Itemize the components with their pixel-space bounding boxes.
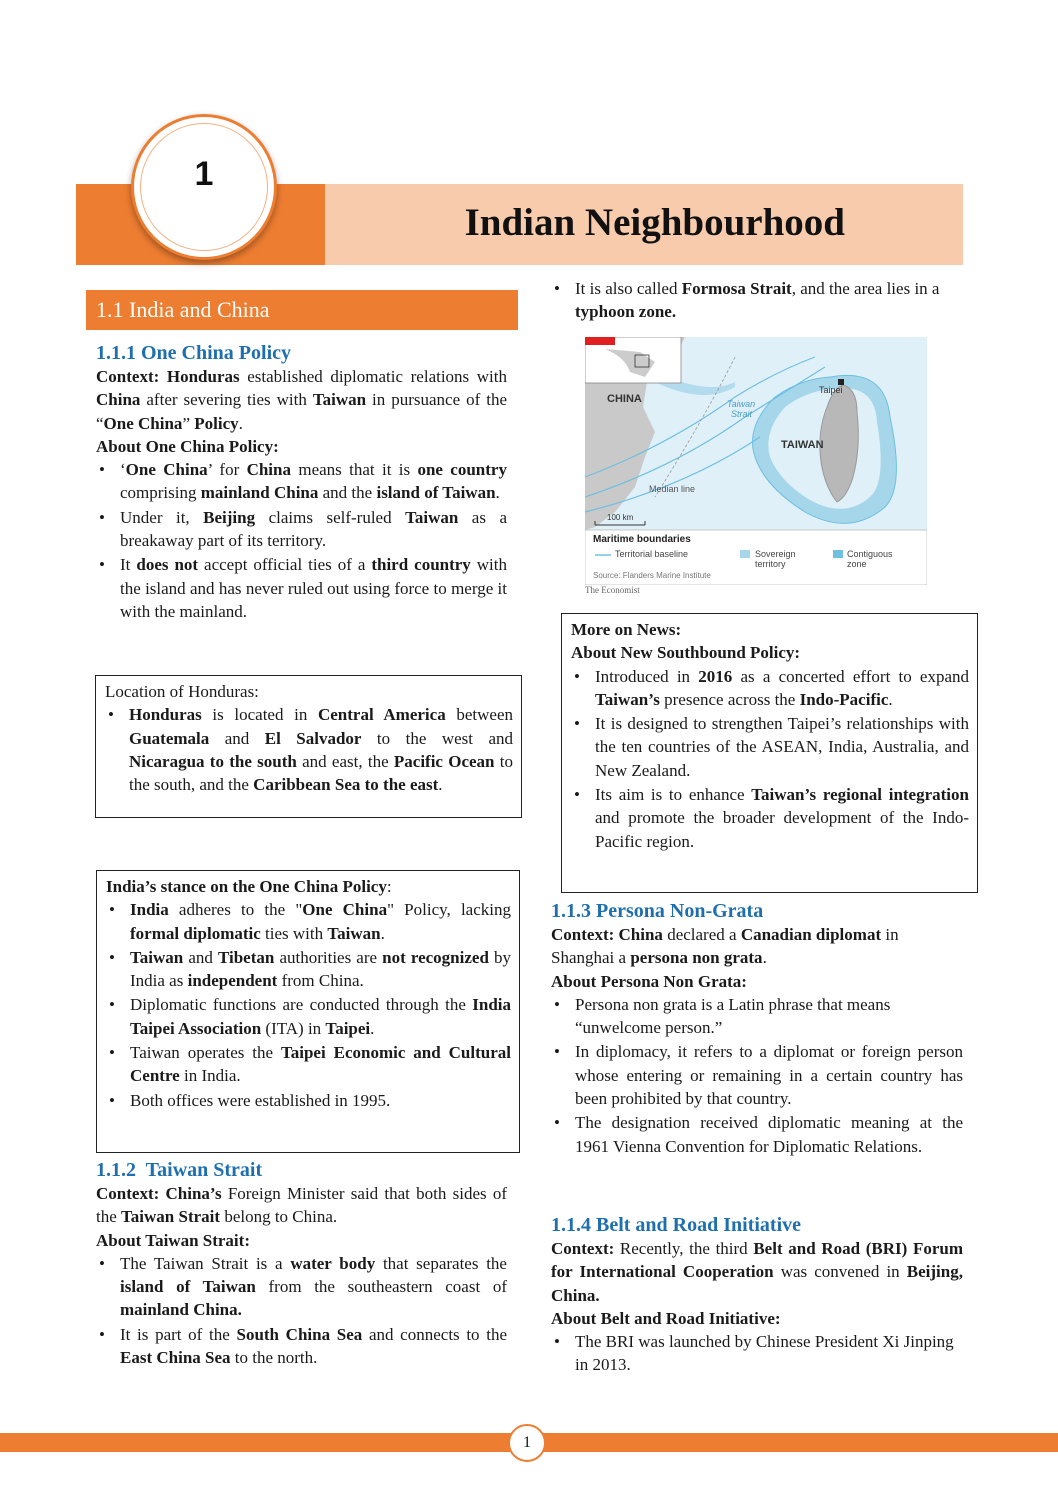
- southbound-title-1: More on News:: [571, 620, 682, 639]
- map-scale-label: 100 km: [607, 513, 634, 522]
- taiwan-strait-map: [585, 337, 927, 595]
- persona-context: Context: China declared a Canadian diplomat in Shanghai a persona non grata.: [551, 925, 899, 968]
- map-legend-baseline: Territorial baseline: [615, 549, 689, 559]
- list-item: • Introduced in 2016 as a concerted effort to expand Taiwan’s presence across the Indo-Pacific.: [571, 665, 969, 712]
- list-item: • The Taiwan Strait is a water body that separates the island of Taiwan from the southeastern coast of mainland China.: [96, 1252, 507, 1322]
- bri-context: Context: Recently, the third Belt and Road (BRI) Forum for International Cooperation was convened in Beijing, China.: [551, 1239, 963, 1305]
- map-label-strait-2: Strait: [731, 409, 753, 419]
- map-label-taipei: Taipei: [819, 385, 843, 395]
- list-item: • Under it, Beijing claims self-ruled Taiwan as a breakaway part of its territory.: [96, 506, 507, 553]
- list-item: • The BRI was launched by Chinese President Xi Jinping in 2013.: [551, 1330, 963, 1377]
- southbound-title-2: About New Southbound Policy:: [571, 643, 801, 663]
- one-china-heading: 1.1.1 One China Policy: [96, 342, 292, 364]
- taiwan-strait-about-label: About Taiwan Strait:: [96, 1230, 250, 1250]
- map-legend-title: Maritime boundaries: [593, 534, 691, 545]
- section-title: 1.1 India and China: [86, 290, 518, 330]
- one-china-about-label: About One China Policy:: [96, 436, 279, 456]
- list-item: • In diplomacy, it refers to a diplomat or foreign person whose entering or remaining in a certain country has been prohibited by that country.: [551, 1040, 963, 1110]
- stance-box-title: India’s stance on the One China Policy:: [106, 877, 392, 896]
- list-item: • Diplomatic functions are conducted through the India Taipei Association (ITA) in Taipei.: [106, 993, 511, 1040]
- map-legend-sovereign: Sovereign territory: [755, 549, 796, 569]
- chapter-title: Indian Neighbourhood: [464, 201, 845, 244]
- bri-heading: 1.1.4 Belt and Road Initiative: [551, 1214, 802, 1236]
- honduras-box-title: Location of Honduras:: [105, 682, 259, 701]
- map-credit: The Economist: [585, 585, 640, 595]
- map-legend-contiguous: Contiguous zone: [847, 549, 893, 569]
- chapter-number-badge: [131, 114, 277, 260]
- one-china-section: [96, 342, 507, 624]
- list-item: • Taiwan operates the Taipei Economic and Cultural Centre in India.: [106, 1041, 511, 1088]
- list-item: • Honduras is located in Central America between Guatemala and El Salvador to the west and Nicaragua to the south and east, the Pacific Ocean to the south, and the Caribbean Sea to the east.: [105, 703, 513, 796]
- one-china-context: Context: Honduras established diplomatic relations with China after severing ties with Taiwan in pursuance of the “One China” Policy.: [96, 367, 507, 433]
- list-item: • It does not accept official ties of a third country with the island and has never ruled out using force to merge it with the mainland.: [96, 553, 507, 623]
- persona-about-label: About Persona Non Grata:: [551, 971, 747, 991]
- taiwan-strait-heading: 1.1.2 Taiwan Strait: [96, 1159, 263, 1181]
- india-stance-box: [96, 870, 520, 1153]
- list-item: • It is part of the South China Sea and connects to the East China Sea to the north.: [96, 1323, 507, 1370]
- list-item: • It is designed to strengthen Taipei’s relationships with the ten countries of the ASEAN, India, Australia, and New Zealand.: [571, 712, 969, 782]
- list-item: • Its aim is to enhance Taiwan’s regional integration and promote the broader development of the Indo-Pacific region.: [571, 783, 969, 853]
- list-item: • Both offices were established in 1995.: [106, 1089, 511, 1112]
- list-item: • The designation received diplomatic meaning at the 1961 Vienna Convention for Diplomatic Relations.: [551, 1111, 963, 1158]
- page-number: 1: [508, 1424, 546, 1462]
- map-label-median: Median line: [649, 484, 696, 494]
- one-china-bullets: [96, 458, 507, 623]
- list-item: • India adheres to the "One China" Policy, lacking formal diplomatic ties with Taiwan.: [106, 898, 511, 945]
- map-label-china: CHINA: [607, 393, 642, 405]
- taiwan-strait-context: Context: China’s Foreign Minister said that both sides of the Taiwan Strait belong to China.: [96, 1184, 507, 1227]
- bri-about-label: About Belt and Road Initiative:: [551, 1308, 781, 1328]
- southbound-policy-box: [561, 613, 978, 893]
- persona-non-grata-section: [551, 900, 963, 1159]
- list-item: • ‘One China’ for China means that it is one country comprising mainland China and the island of Taiwan.: [96, 458, 507, 505]
- bri-section: [551, 1214, 963, 1378]
- map-source: Source: Flanders Marine Institute: [593, 571, 711, 580]
- map-label-taiwan: TAIWAN: [781, 439, 824, 451]
- list-item: • Persona non grata is a Latin phrase that means “unwelcome person.”: [551, 993, 963, 1040]
- honduras-location-box: [95, 675, 522, 818]
- taiwan-strait-continued: [551, 277, 963, 325]
- list-item: • Taiwan and Tibetan authorities are not recognized by India as independent from China.: [106, 946, 511, 993]
- chapter-number: 1: [194, 155, 214, 193]
- persona-heading: 1.1.3 Persona Non-Grata: [551, 900, 764, 922]
- taiwan-strait-section: [96, 1159, 507, 1370]
- map-label-strait-1: Taiwan: [727, 399, 756, 409]
- list-item: • It is also called Formosa Strait, and the area lies in a typhoon zone.: [551, 277, 963, 324]
